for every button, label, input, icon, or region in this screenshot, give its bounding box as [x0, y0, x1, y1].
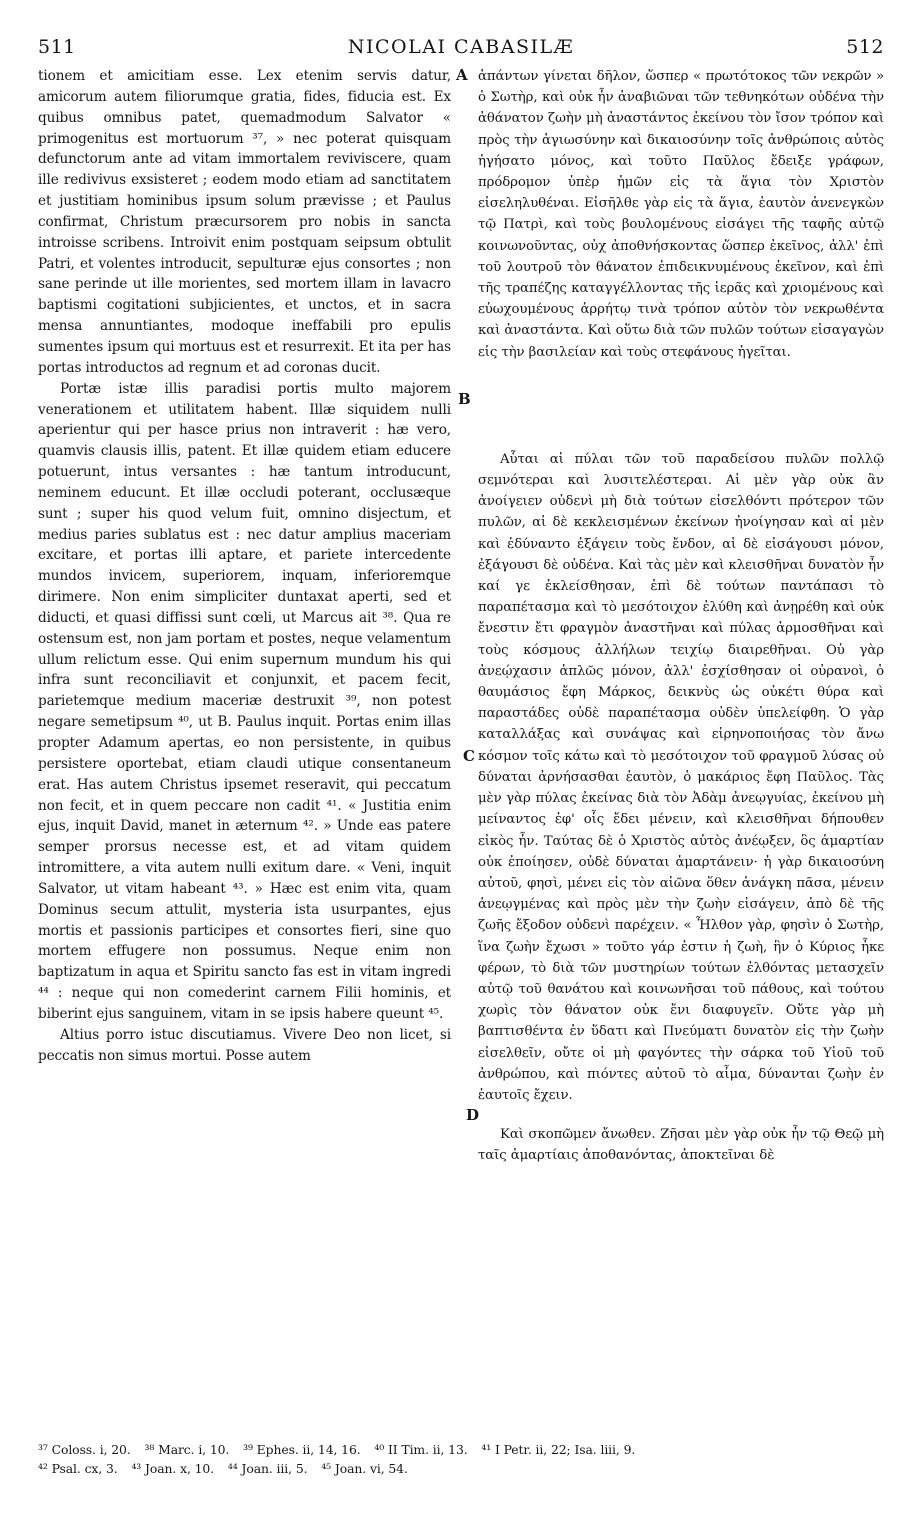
latin-paragraph: Altius porro istuc discutiamus. Vivere Deo non licet, si peccatis non simus mortui. Posse autem — [38, 1026, 451, 1064]
footnotes — [38, 1440, 884, 1478]
footnote: ⁴⁴ Joan. iii, 5. — [227, 1461, 308, 1476]
footnote: ⁴² Psal. cx, 3. — [38, 1461, 118, 1476]
greek-column — [478, 66, 884, 1167]
margin-marker-a: A — [456, 66, 468, 84]
footnote: ⁴¹ I Petr. ii, 22; Isa. liii, 9. — [481, 1442, 636, 1457]
latin-paragraph: Portæ istæ illis paradisi portis multo majorem venerationem et utilitatem habent. Illæ siquidem nulli aperientur qui per hasce prius non intraverit : hæ vero, quamvis clausis illis, patent. Et illæ quidem etiam educere potuerunt, intus versantes : hæ tantum introducunt, neminem educunt. Et illæ occludi poterant, occlusæque sunt ; super his quod velum fuit, omnino disjectum, et medius paries sublatus est : nec datur amplius maceriam excitare, et portas illi aptare, et pariete intercedente mundos invicem, superiorem, inquam, inferioremque dirimere. Non enim simpliciter duntaxat aperti, sed et diducti, et quasi diffissi sunt cœli, ut Marcus ait ³⁸. Qua re ostensum est, non jam portam et postes, neque velamentum ullum relictum esse. Qui enim supernum mundum his qui infra sunt reconciliavit et conjunxit, et pacem fecit, parietemque medium maceriæ destruxit ³⁹, non potest negare semetipsum ⁴⁰, ut B. Paulus inquit. Portas enim illas propter Adamum apertas, eo non persistente, in quibus persistere oportebat, etiam claudi utique consentaneum erat. Has autem Christus ipsemet reseravit, qui peccatum non fecit, et in quem peccare non cadit ⁴¹. « Justitia enim ejus, inquit David, manet in æternum ⁴². » Unde eas patere semper prorsus necesse est, et ad vitam quidem intromittere, a vita autem nulli exitum dare. « Veni, inquit Salvator, ut vitam habeant ⁴³. » Hæc est enim vita, quam Dominus secum attulit, mysteria ista usurpantes, ejus mortis et passionis participes et consortes fieri, sine quo mortem effugere non possumus. Neque enim non baptizatum in aqua et Spiritu sancto fas est in vitam ingredi ⁴⁴ : neque qui non comederint carnem Filii hominis, et biberint ejus sanguinem, vitam in se ipsis habere queunt ⁴⁵. — [38, 380, 451, 1022]
footnote: ⁴⁰ II Tim. ii, 13. — [374, 1442, 468, 1457]
latin-column — [38, 66, 451, 1067]
footnote: ³⁷ Coloss. i, 20. — [38, 1442, 131, 1457]
page-number-right: 512 — [846, 36, 884, 58]
greek-paragraph: Καὶ σκοπῶμεν ἄνωθεν. Ζῆσαι μὲν γὰρ οὐκ ἦν τῷ Θεῷ μὴ ταῖς ἁμαρτίαις ἀποθανόντας, ἀποκτεῖναι δὲ — [478, 1127, 884, 1164]
footnote: ⁴⁵ Joan. vi, 54. — [321, 1461, 408, 1476]
running-header — [38, 36, 884, 62]
page-number-left: 511 — [38, 36, 76, 58]
footnote: ³⁹ Ephes. ii, 14, 16. — [243, 1442, 361, 1457]
footnote: ⁴³ Joan. x, 10. — [131, 1461, 215, 1476]
greek-paragraph: Αὗται αἱ πύλαι τῶν τοῦ παραδείσου πυλῶν πολλῷ σεμνότεραι καὶ λυσιτελέστεραι. Αἱ μὲν γὰρ οὐκ ἂν ἀνοίγειεν οὐδενὶ μὴ διὰ τούτων εἰσελθόντι πρότερον τῶν πυλῶν, αἱ δὲ κεκλεισμένων ἐκείνων ἠνοίγησαν καὶ αἱ μὲν καὶ ἐδύναντο ἐξάγειν τοὺς ἔνδον, αἱ δὲ εἰσάγουσι μόνον, ἐξάγουσι δὲ οὐδένα. Καὶ τὰς μὲν καὶ κλεισθῆναι δυνατὸν ἦν καί γε ἐκλείσθησαν, ἐπὶ δὲ τούτων παντάπασι τὸ παραπέτασμα καὶ τὸ μεσότοιχον ἐλύθη καὶ ἀνῃρέθη καὶ οὐκ ἔνεστιν ἔτι φραγμὸν ἀναστῆναι καὶ πύλας ἁρμοσθῆναι καὶ τοὺς κόσμους ἀλλήλων τειχίῳ διαιρεθῆναι. Οὐ γὰρ ἀνεῴχασιν ἁπλῶς μόνον, ἀλλ' ἐσχίσθησαν οἱ οὐρανοὶ, ὁ θαυμάσιος ἔφη Μάρκος, δεικνὺς ὡς οὐκέτι θύρα καὶ παραστάδες οὐδὲ παραπέτασμα οὐδὲν ὑπελείφθη. Ὁ γὰρ καταλλάξας καὶ συνάψας καὶ εἰρηνοποιήσας τὸν ἄνω κόσμον τοῖς κάτω καὶ τὸ μεσότοιχον τοῦ φραγμοῦ λύσας οὐ δύναται ἀρνήσασθαι ἑαυτὸν, ὁ μακάριος ἔφη Παῦλος. Τὰς μὲν γὰρ πύλας ἐκείνας διὰ τὸν Ἀδὰμ ἀνεῳγυίας, ἐκείνου μὴ μείναντος ἐφ' οἷς ἔδει μένειν, καὶ κλεισθῆναι δήπουθεν εἰκὸς ἦν. Ταύτας δὲ ὁ Χριστὸς αὐτὸς ἀνέῳξεν, ὃς ἁμαρτίαν οὐκ ἐποίησεν, οὐδὲ δύναται ἁμαρτάνειν· ἡ γὰρ δικαιοσύνη αὐτοῦ, φησὶ, μένει εἰς τὸν αἰῶνα ὅθεν ἀνάγκη πᾶσα, μένειν ἀνεῳγμένας καὶ πρὸς μὲν τὴν ζωὴν εἰσάγειν, ἀπὸ δὲ τῆς ζωῆς ἔξοδον οὐδενὶ παρέχειν. « Ἦλθον γὰρ, φησὶν ὁ Σωτὴρ, ἵνα ζωὴν ἔχωσι » τοῦτο γάρ ἐστιν ἡ ζωὴ, ἣν ὁ Κύριος ἧκε φέρων, τὸ διὰ τῶν μυστηρίων τούτων ἐλθόντας μετασχεῖν αὐτῷ τοῦ θανάτου καὶ κοινωνῆσαι τοῦ πάθους, καὶ τούτου χωρὶς τὸν θάνατον οὐκ ἔνι διαφυγεῖν. Οὔτε γὰρ μὴ βαπτισθέντα ἐν ὕδατι καὶ Πνεύματι δυνατὸν εἰς τὴν ζωὴν εἰσελθεῖν, οὔτε οἱ μὴ φαγόντες τὴν σάρκα τοῦ Υἱοῦ τοῦ ἀνθρώπου, καὶ πιόντες αὐτοῦ τὸ αἷμα, δύνανται ζωὴν ἐν ἑαυτοῖς ἔχειν. — [478, 451, 884, 1103]
footnote: ³⁸ Marc. i, 10. — [144, 1442, 230, 1457]
margin-marker-d: D — [466, 1106, 480, 1124]
latin-paragraph: tionem et amicitiam esse. Lex etenim servis datur, amicorum autem filiorumque gratia, fides, fiducia est. Ex quibus omnibus patet, quemadmodum Salvator « primogenitus est mortuorum ³⁷, » nec poterat quisquam defunctorum ante ad vitam immortalem reviviscere, quam ille redivivus exsisteret ; eodem modo etiam ad sanctitatem et justitiam hominibus ipsum solum prævisse ; et Paulus confirmat, Christum præcursorem pro nobis in sancta introisse scribens. Introivit enim postquam seipsum obtulit Patri, et volentes introducit, sepulturæ ejus consortes ; non sane perinde ut ille morientes, sed mortem illam in lavacro baptismi cogitationi subjicientes, et unctos, et in sacra mensa annuntiantes, modoque ineffabili pro epulis sumentes ipsum qui mortuus est et resurrexit. Et ita per has portas introductos ad regnum et ad coronas ducit. — [38, 68, 451, 376]
greek-paragraph: ἁπάντων γίνεται δῆλον, ὥσπερ « πρωτότοκος τῶν νεκρῶν » ὁ Σωτὴρ, καὶ οὐκ ἦν ἀναβιῶναι τῶν τεθνηκότων οὐδένα τὴν ἀθάνατον ζωὴν μὴ ἀναστάντος ἐκείνου τὸν ἴσον τρόπον καὶ πρὸς τὴν ἁγιωσύνην καὶ δικαιοσύνην τοῖς ἀνθρώποις αὐτὸς ἡγήσατο μόνος, καὶ τοῦτο Παῦλος ἔδειξε γράφων, πρόδρομον ὑπὲρ ἡμῶν εἰς τὰ ἅγια τὸν Χριστὸν εἰσεληλυθέναι. Εἰσῆλθε γὰρ εἰς τὰ ἅγια, ἑαυτὸν ἀνενεγκὼν τῷ Πατρὶ, καὶ τοὺς βουλομένους εἰσάγει τῆς ταφῆς αὐτῷ κοινωνοῦντας, οὐχ ἀποθνήσκοντας ὥσπερ ἐκεῖνος, ἀλλ' ἐπὶ τοῦ λουτροῦ τὸν θάνατον ἐπιδεικνυμένους ἐκεῖνον, καὶ ἐπὶ τῆς τραπέζης καταγγέλλοντας τῆς ἱερᾶς καὶ χριομένους καὶ εὐωχουμένους ἀρρήτῳ τινὰ τρόπον αὐτὸν τὸν νεκρωθέντα καὶ ἀναστάντα. Καὶ οὕτω διὰ τῶν πυλῶν τούτων εἰσαγαγὼν εἰς τὴν βασιλείαν καὶ τοὺς στεφάνους ἡγεῖται. — [478, 69, 884, 360]
running-title: NICOLAI CABASILÆ — [347, 36, 575, 58]
margin-marker-c: C — [463, 747, 475, 765]
margin-marker-b: B — [458, 390, 471, 408]
